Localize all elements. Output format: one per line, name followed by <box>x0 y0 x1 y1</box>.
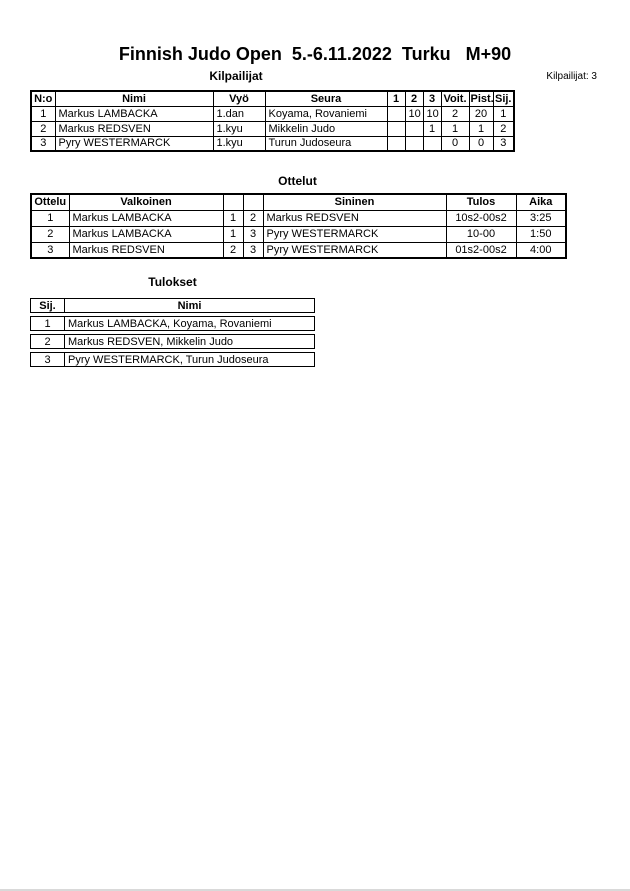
cell: 1 <box>31 210 69 226</box>
cell: Markus LAMBACKA, Koyama, Rovaniemi <box>65 316 315 331</box>
header-cell: Sininen <box>263 194 446 210</box>
cell <box>405 136 423 151</box>
cell: 20 <box>469 106 493 121</box>
table-row <box>31 226 566 242</box>
header-cell: Valkoinen <box>69 194 223 210</box>
cell <box>387 121 405 136</box>
cell: 01s2-00s2 <box>446 242 516 258</box>
competitors-table <box>30 90 515 152</box>
cell: Markus LAMBACKA <box>69 210 223 226</box>
competitors-header <box>31 91 514 106</box>
header-cell: 2 <box>405 91 423 106</box>
competitors-heading: Kilpailijat <box>209 69 263 83</box>
table-row <box>31 106 514 121</box>
matches-heading: Ottelut <box>278 174 317 188</box>
table-row <box>30 352 315 367</box>
results-heading: Tulokset <box>148 275 197 289</box>
cell: Koyama, Rovaniemi <box>265 106 387 121</box>
cell: Pyry WESTERMARCK <box>263 242 446 258</box>
cell: 1 <box>423 121 441 136</box>
cell: 3 <box>31 242 69 258</box>
table-row <box>30 316 315 331</box>
cell <box>387 136 405 151</box>
cell: Markus REDSVEN <box>55 121 213 136</box>
header-cell: Voit. <box>441 91 469 106</box>
cell <box>387 106 405 121</box>
cell: 10-00 <box>446 226 516 242</box>
cell: Markus REDSVEN <box>69 242 223 258</box>
cell: 2 <box>243 210 263 226</box>
cell: 1:50 <box>516 226 566 242</box>
cell <box>405 121 423 136</box>
table-row <box>30 334 315 349</box>
cell: 2 <box>223 242 243 258</box>
cell: 0 <box>441 136 469 151</box>
header-cell: Nimi <box>65 298 315 313</box>
cell: 3 <box>30 352 65 367</box>
cell: 10s2-00s2 <box>446 210 516 226</box>
table-row <box>31 210 566 226</box>
header-cell: Ottelu <box>31 194 69 210</box>
cell: 1 <box>30 316 65 331</box>
cell: 1 <box>469 121 493 136</box>
cell: 10 <box>423 106 441 121</box>
header-cell: 3 <box>423 91 441 106</box>
cell: Pyry WESTERMARCK, Turun Judoseura <box>65 352 315 367</box>
table-row <box>31 121 514 136</box>
cell: 2 <box>493 121 514 136</box>
cell: 3 <box>243 226 263 242</box>
table-row <box>31 242 566 258</box>
header-cell: Nimi <box>55 91 213 106</box>
cell <box>423 136 441 151</box>
page-title: Finnish Judo Open 5.-6.11.2022 Turku M+90 <box>118 44 512 64</box>
table-row <box>31 136 514 151</box>
header-cell: 1 <box>387 91 405 106</box>
cell: 3 <box>243 242 263 258</box>
cell: Mikkelin Judo <box>265 121 387 136</box>
header-cell: Sij. <box>493 91 514 106</box>
cell: Pyry WESTERMARCK <box>55 136 213 151</box>
cell: Pyry WESTERMARCK <box>263 226 446 242</box>
cell: 2 <box>31 121 55 136</box>
header-cell: Vyö <box>213 91 265 106</box>
cell: 1 <box>441 121 469 136</box>
cell: 3 <box>31 136 55 151</box>
cell: Markus REDSVEN, Mikkelin Judo <box>65 334 315 349</box>
cell: Markus LAMBACKA <box>55 106 213 121</box>
matches-table <box>30 193 567 259</box>
header-cell: Seura <box>265 91 387 106</box>
cell: 0 <box>469 136 493 151</box>
header-cell <box>223 194 243 210</box>
cell: 1.dan <box>213 106 265 121</box>
competitors-header-row <box>0 69 630 86</box>
header-cell <box>243 194 263 210</box>
cell: 3 <box>493 136 514 151</box>
results-table <box>30 295 315 370</box>
header-cell: N:o <box>31 91 55 106</box>
cell: 1 <box>31 106 55 121</box>
cell: 1 <box>223 210 243 226</box>
header-cell: Aika <box>516 194 566 210</box>
cell: 10 <box>405 106 423 121</box>
cell: 1 <box>223 226 243 242</box>
cell: Markus REDSVEN <box>263 210 446 226</box>
competitors-count-label: Kilpailijat: 3 <box>546 71 597 82</box>
cell: 3:25 <box>516 210 566 226</box>
cell: 1.kyu <box>213 136 265 151</box>
header-cell: Sij. <box>30 298 65 313</box>
results-header <box>30 298 315 313</box>
cell: Markus LAMBACKA <box>69 226 223 242</box>
cell: 2 <box>441 106 469 121</box>
cell: 4:00 <box>516 242 566 258</box>
cell: 2 <box>30 334 65 349</box>
cell: Turun Judoseura <box>265 136 387 151</box>
cell: 1.kyu <box>213 121 265 136</box>
cell: 2 <box>31 226 69 242</box>
header-cell: Pist. <box>470 92 494 105</box>
header-cell: Tulos <box>446 194 516 210</box>
matches-header <box>31 194 566 210</box>
cell: 1 <box>493 106 514 121</box>
